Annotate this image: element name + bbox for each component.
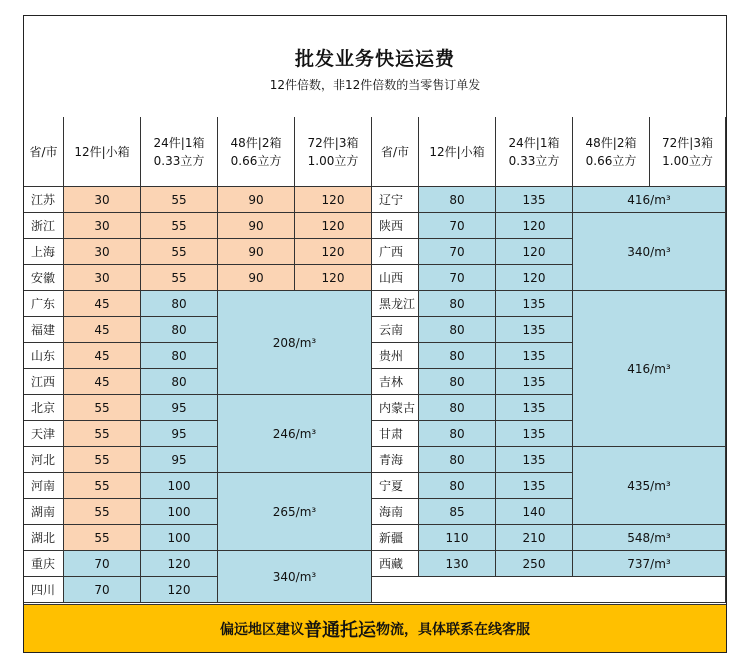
right-price-12-cell: 70 — [419, 239, 496, 265]
right-header-72 — [650, 117, 726, 187]
right-province-cell: 内蒙古 — [372, 395, 419, 421]
right-province-cell: 辽宁 — [372, 187, 419, 213]
right-province-cell: 宁夏 — [372, 473, 419, 499]
right-province-cell: 海南 — [372, 499, 419, 525]
right-volume-rate-cell: 548/m³ — [573, 525, 726, 551]
left-province-cell: 湖北 — [24, 525, 64, 551]
left-price-12-cell: 30 — [64, 187, 141, 213]
right-price-24-cell: 135 — [496, 369, 573, 395]
right-price-24-cell: 135 — [496, 187, 573, 213]
footer-text-highlight: 普通托运 — [304, 619, 376, 641]
left-province-cell: 北京 — [24, 395, 64, 421]
freight-rate-sheet — [23, 15, 727, 653]
right-price-12-cell: 80 — [419, 369, 496, 395]
right-volume-rate-cell: 737/m³ — [573, 551, 726, 577]
left-province-cell: 安徽 — [24, 265, 64, 291]
left-province-cell: 河北 — [24, 447, 64, 473]
left-price-48-cell: 90 — [218, 213, 295, 239]
right-volume-rate-cell: 340/m³ — [573, 213, 726, 291]
right-price-12-cell: 80 — [419, 291, 496, 317]
page-title: 批发业务快运运费 — [294, 48, 455, 70]
right-price-24-cell: 135 — [496, 343, 573, 369]
right-province-cell: 黑龙江 — [372, 291, 419, 317]
left-header-24-line1: 24件|1箱 — [153, 135, 205, 150]
left-price-12-cell: 30 — [64, 213, 141, 239]
right-header-24 — [496, 117, 573, 187]
left-header-24-line2: 0.33立方 — [153, 153, 205, 168]
right-header-12: 12件|小箱 — [419, 117, 496, 187]
right-price-12-cell: 130 — [419, 551, 496, 577]
right-price-24-cell: 120 — [496, 213, 573, 239]
left-province-cell: 浙江 — [24, 213, 64, 239]
left-volume-rate-cell: 265/m³ — [218, 473, 372, 551]
left-price-24-cell: 80 — [141, 369, 218, 395]
left-province-cell: 河南 — [24, 473, 64, 499]
right-header-48-line2: 0.66立方 — [585, 153, 637, 168]
left-volume-rate-cell: 340/m³ — [218, 551, 372, 603]
left-volume-rate-cell: 208/m³ — [218, 291, 372, 395]
right-price-24-cell: 140 — [496, 499, 573, 525]
right-province-cell: 陕西 — [372, 213, 419, 239]
right-price-24-cell: 135 — [496, 395, 573, 421]
right-volume-rate-cell: 416/m³ — [573, 291, 726, 447]
left-price-72-cell: 120 — [295, 187, 372, 213]
left-price-48-cell: 90 — [218, 239, 295, 265]
left-price-12-cell: 55 — [64, 473, 141, 499]
right-price-12-cell: 85 — [419, 499, 496, 525]
right-province-cell: 西藏 — [372, 551, 419, 577]
rate-table — [24, 117, 726, 604]
left-header-72 — [295, 117, 372, 187]
left-price-48-cell: 90 — [218, 187, 295, 213]
right-header-72-line1: 72件|3箱 — [662, 135, 713, 150]
right-province-cell: 青海 — [372, 447, 419, 473]
right-province-cell: 甘肃 — [372, 421, 419, 447]
left-price-12-cell: 45 — [64, 291, 141, 317]
right-province-cell: 云南 — [372, 317, 419, 343]
right-price-12-cell: 80 — [419, 395, 496, 421]
right-volume-rate-cell: 416/m³ — [573, 187, 726, 213]
left-price-24-cell: 120 — [141, 577, 218, 603]
left-province-cell: 山东 — [24, 343, 64, 369]
left-price-12-cell: 55 — [64, 525, 141, 551]
left-province-cell: 江苏 — [24, 187, 64, 213]
right-province-cell: 新疆 — [372, 525, 419, 551]
left-price-72-cell: 120 — [295, 265, 372, 291]
left-price-24-cell: 55 — [141, 213, 218, 239]
right-volume-rate-cell: 435/m³ — [573, 447, 726, 525]
left-header-72-line2: 1.00立方 — [307, 153, 359, 168]
left-price-12-cell: 45 — [64, 317, 141, 343]
right-price-12-cell: 80 — [419, 473, 496, 499]
left-price-24-cell: 95 — [141, 421, 218, 447]
right-header-24-line1: 24件|1箱 — [508, 135, 560, 150]
left-header-province: 省/市 — [24, 117, 64, 187]
left-header-48-line1: 48件|2箱 — [230, 135, 282, 150]
left-price-24-cell: 120 — [141, 551, 218, 577]
right-price-24-cell: 250 — [496, 551, 573, 577]
sheet-header — [24, 16, 726, 117]
left-price-24-cell: 55 — [141, 187, 218, 213]
footer-text-1: 偏远地区建议 — [220, 621, 304, 638]
left-province-cell: 天津 — [24, 421, 64, 447]
right-price-12-cell: 80 — [419, 421, 496, 447]
right-price-24-cell: 120 — [496, 239, 573, 265]
left-price-12-cell: 45 — [64, 369, 141, 395]
right-price-12-cell: 70 — [419, 213, 496, 239]
right-price-24-cell: 135 — [496, 317, 573, 343]
right-price-12-cell: 80 — [419, 447, 496, 473]
left-price-24-cell: 55 — [141, 239, 218, 265]
left-header-48 — [218, 117, 295, 187]
right-empty-cell — [372, 577, 726, 603]
right-header-province: 省/市 — [372, 117, 419, 187]
footer-notice — [24, 604, 726, 652]
right-price-24-cell: 135 — [496, 421, 573, 447]
left-price-12-cell: 55 — [64, 447, 141, 473]
right-province-cell: 山西 — [372, 265, 419, 291]
left-price-24-cell: 80 — [141, 343, 218, 369]
right-province-cell: 广西 — [372, 239, 419, 265]
left-price-24-cell: 95 — [141, 395, 218, 421]
right-header-24-line2: 0.33立方 — [508, 153, 560, 168]
left-price-24-cell: 100 — [141, 499, 218, 525]
right-price-12-cell: 70 — [419, 265, 496, 291]
left-province-cell: 上海 — [24, 239, 64, 265]
right-price-12-cell: 80 — [419, 317, 496, 343]
right-price-24-cell: 135 — [496, 473, 573, 499]
left-price-12-cell: 70 — [64, 551, 141, 577]
left-header-12: 12件|小箱 — [64, 117, 141, 187]
right-province-cell: 吉林 — [372, 369, 419, 395]
page-subtitle: 12件倍数，非12件倍数的当零售订单发 — [269, 78, 481, 92]
left-province-cell: 四川 — [24, 577, 64, 603]
right-price-24-cell: 135 — [496, 447, 573, 473]
right-province-cell: 贵州 — [372, 343, 419, 369]
right-price-12-cell: 80 — [419, 343, 496, 369]
left-price-24-cell: 80 — [141, 317, 218, 343]
left-price-24-cell: 55 — [141, 265, 218, 291]
left-price-72-cell: 120 — [295, 213, 372, 239]
right-price-24-cell: 210 — [496, 525, 573, 551]
left-province-cell: 江西 — [24, 369, 64, 395]
left-header-72-line1: 72件|3箱 — [307, 135, 359, 150]
left-price-12-cell: 70 — [64, 577, 141, 603]
right-price-12-cell: 80 — [419, 187, 496, 213]
left-price-24-cell: 80 — [141, 291, 218, 317]
left-province-cell: 湖南 — [24, 499, 64, 525]
left-province-cell: 福建 — [24, 317, 64, 343]
left-header-48-line2: 0.66立方 — [230, 153, 282, 168]
left-price-24-cell: 95 — [141, 447, 218, 473]
right-header-48-line1: 48件|2箱 — [585, 135, 637, 150]
left-price-24-cell: 100 — [141, 473, 218, 499]
left-price-12-cell: 55 — [64, 421, 141, 447]
left-price-24-cell: 100 — [141, 525, 218, 551]
left-volume-rate-cell: 246/m³ — [218, 395, 372, 473]
left-price-48-cell: 90 — [218, 265, 295, 291]
left-price-12-cell: 55 — [64, 499, 141, 525]
left-province-cell: 重庆 — [24, 551, 64, 577]
left-header-24 — [141, 117, 218, 187]
left-price-12-cell: 45 — [64, 343, 141, 369]
right-price-24-cell: 135 — [496, 291, 573, 317]
footer-text-2: 物流，具体联系在线客服 — [376, 621, 530, 638]
left-price-12-cell: 30 — [64, 265, 141, 291]
right-price-12-cell: 110 — [419, 525, 496, 551]
left-price-72-cell: 120 — [295, 239, 372, 265]
left-province-cell: 广东 — [24, 291, 64, 317]
left-price-12-cell: 30 — [64, 239, 141, 265]
right-header-48 — [573, 117, 650, 187]
right-price-24-cell: 120 — [496, 265, 573, 291]
left-price-12-cell: 55 — [64, 395, 141, 421]
right-header-72-line2: 1.00立方 — [662, 153, 713, 168]
